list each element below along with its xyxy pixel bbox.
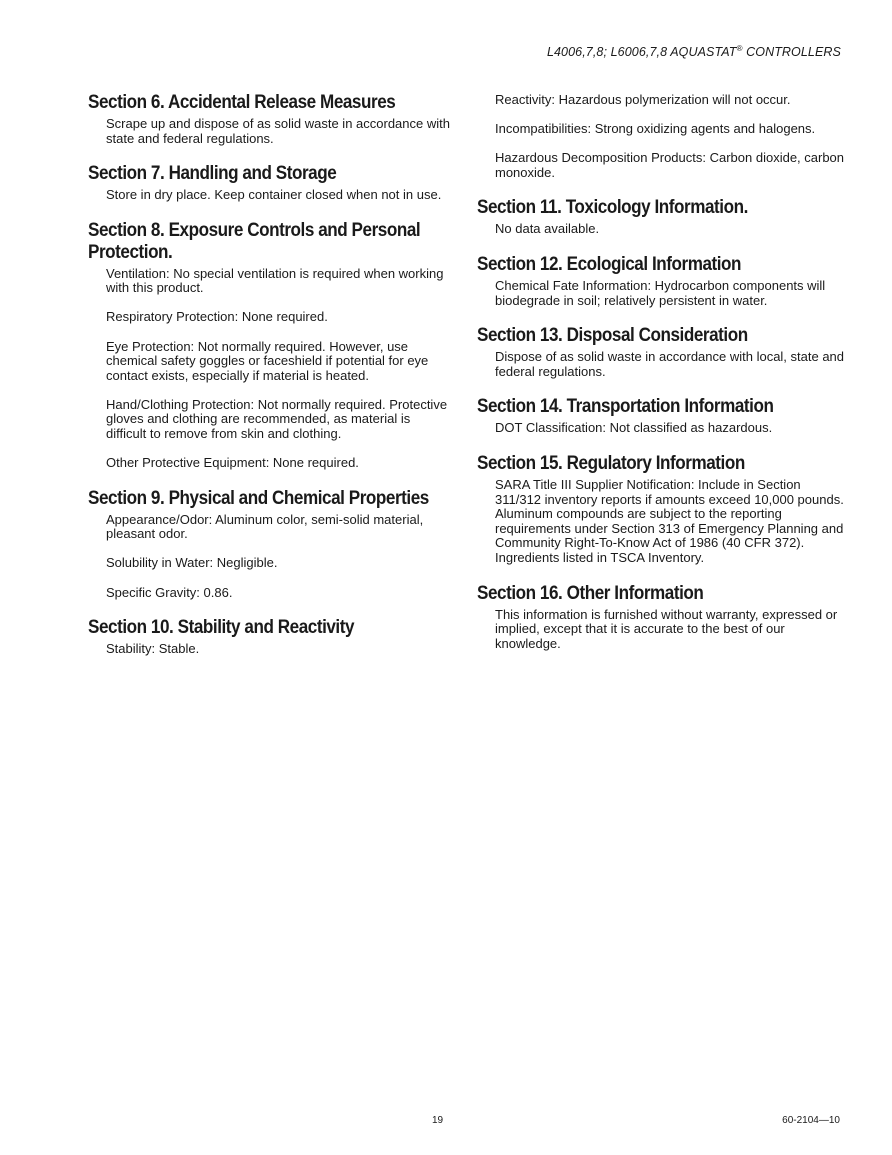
section-16 bbox=[477, 583, 845, 652]
section-13 bbox=[477, 325, 845, 379]
page-header-title: L4006,7,8; L6006,7,8 AQUASTAT bbox=[546, 45, 737, 59]
section-paragraph: Appearance/Odor: Aluminum color, semi-solid material, pleasant odor. bbox=[106, 511, 424, 542]
section-title: Section 15. Regulatory Information bbox=[477, 452, 745, 474]
section-8 bbox=[88, 220, 453, 471]
page-number: 19 bbox=[432, 1115, 444, 1126]
registered-mark: ® bbox=[736, 44, 743, 53]
page-header bbox=[547, 45, 841, 59]
section-title: Section 6. Accidental Release Measures bbox=[88, 92, 396, 113]
left-column bbox=[88, 92, 453, 674]
section-paragraph: Incompatibilities: Strong oxidizing agents and halogens. bbox=[495, 121, 816, 137]
section-6 bbox=[88, 92, 453, 146]
section-title: Section 7. Handling and Storage bbox=[88, 163, 337, 185]
section-9 bbox=[88, 488, 453, 600]
section-paragraph: Store in dry place. Keep container closed when not in use. bbox=[106, 187, 442, 203]
section-paragraph: Hand/Clothing Protection: Not normally required. Protective gloves and clothing are recommended, as material is difficult to remove from skin and clothing. bbox=[106, 396, 448, 442]
section-10 bbox=[88, 617, 453, 657]
section-title: Section 16. Other Information bbox=[477, 582, 704, 604]
section-title: Section 8. Exposure Controls and Personal Protection. bbox=[88, 219, 421, 263]
section-paragraph: Chemical Fate Information: Hydrocarbon components will biodegrade in soil; relatively persistent in water. bbox=[495, 277, 826, 308]
section-15 bbox=[477, 453, 845, 566]
section-title: Section 12. Ecological Information bbox=[477, 253, 742, 275]
section-paragraph: SARA Title III Supplier Notification: Include in Section 311/312 inventory reports if amounts exceed 10,000 pounds. Aluminum compounds are subject to the reporting requirements under Section 313 of Emergency Planning and Community Right-To-Know Act of 1986 (40 CFR 372). Ingredients listed in TSCA Inventory. bbox=[495, 476, 844, 565]
section-paragraph: Solubility in Water: Negligible. bbox=[106, 555, 278, 571]
section-12 bbox=[477, 254, 845, 308]
right-column bbox=[477, 93, 845, 668]
section-paragraph: Hazardous Decomposition Products: Carbon dioxide, carbon monoxide. bbox=[495, 150, 845, 180]
section-10-continued bbox=[477, 93, 845, 180]
section-14 bbox=[477, 396, 845, 436]
section-paragraph: DOT Classification: Not classified as hazardous. bbox=[495, 420, 773, 436]
document-code: 60-2104—10 bbox=[782, 1115, 840, 1126]
page-header-suffix: CONTROLLERS bbox=[742, 45, 841, 59]
section-title: Section 13. Disposal Consideration bbox=[477, 325, 748, 347]
section-paragraph: Ventilation: No special ventilation is required when working with this product. bbox=[106, 265, 444, 296]
section-title: Section 9. Physical and Chemical Properties bbox=[88, 487, 429, 509]
section-title: Section 10. Stability and Reactivity bbox=[88, 617, 355, 639]
section-paragraph: No data available. bbox=[495, 221, 600, 237]
section-paragraph: This information is furnished without warranty, expressed or implied, except that it is accurate to the best of our knowledge. bbox=[495, 606, 838, 651]
section-paragraph: Reactivity: Hazardous polymerization will not occur. bbox=[495, 92, 791, 107]
section-paragraph: Respiratory Protection: None required. bbox=[106, 309, 328, 325]
section-paragraph: Dispose of as solid waste in accordance with local, state and federal regulations. bbox=[495, 349, 845, 379]
section-title: Section 14. Transportation Information bbox=[477, 396, 774, 418]
section-paragraph: Eye Protection: Not normally required. However, use chemical safety goggles or faceshield if potential for eye contact exists, especially if material is heated. bbox=[106, 338, 429, 383]
section-title: Section 11. Toxicology Information. bbox=[477, 197, 748, 219]
section-7 bbox=[88, 163, 453, 203]
section-paragraph: Specific Gravity: 0.86. bbox=[106, 584, 233, 600]
section-paragraph: Other Protective Equipment: None required. bbox=[106, 455, 359, 471]
section-11 bbox=[477, 197, 845, 237]
section-paragraph: Stability: Stable. bbox=[106, 641, 200, 657]
section-paragraph: Scrape up and dispose of as solid waste in accordance with state and federal regulations. bbox=[106, 116, 450, 146]
